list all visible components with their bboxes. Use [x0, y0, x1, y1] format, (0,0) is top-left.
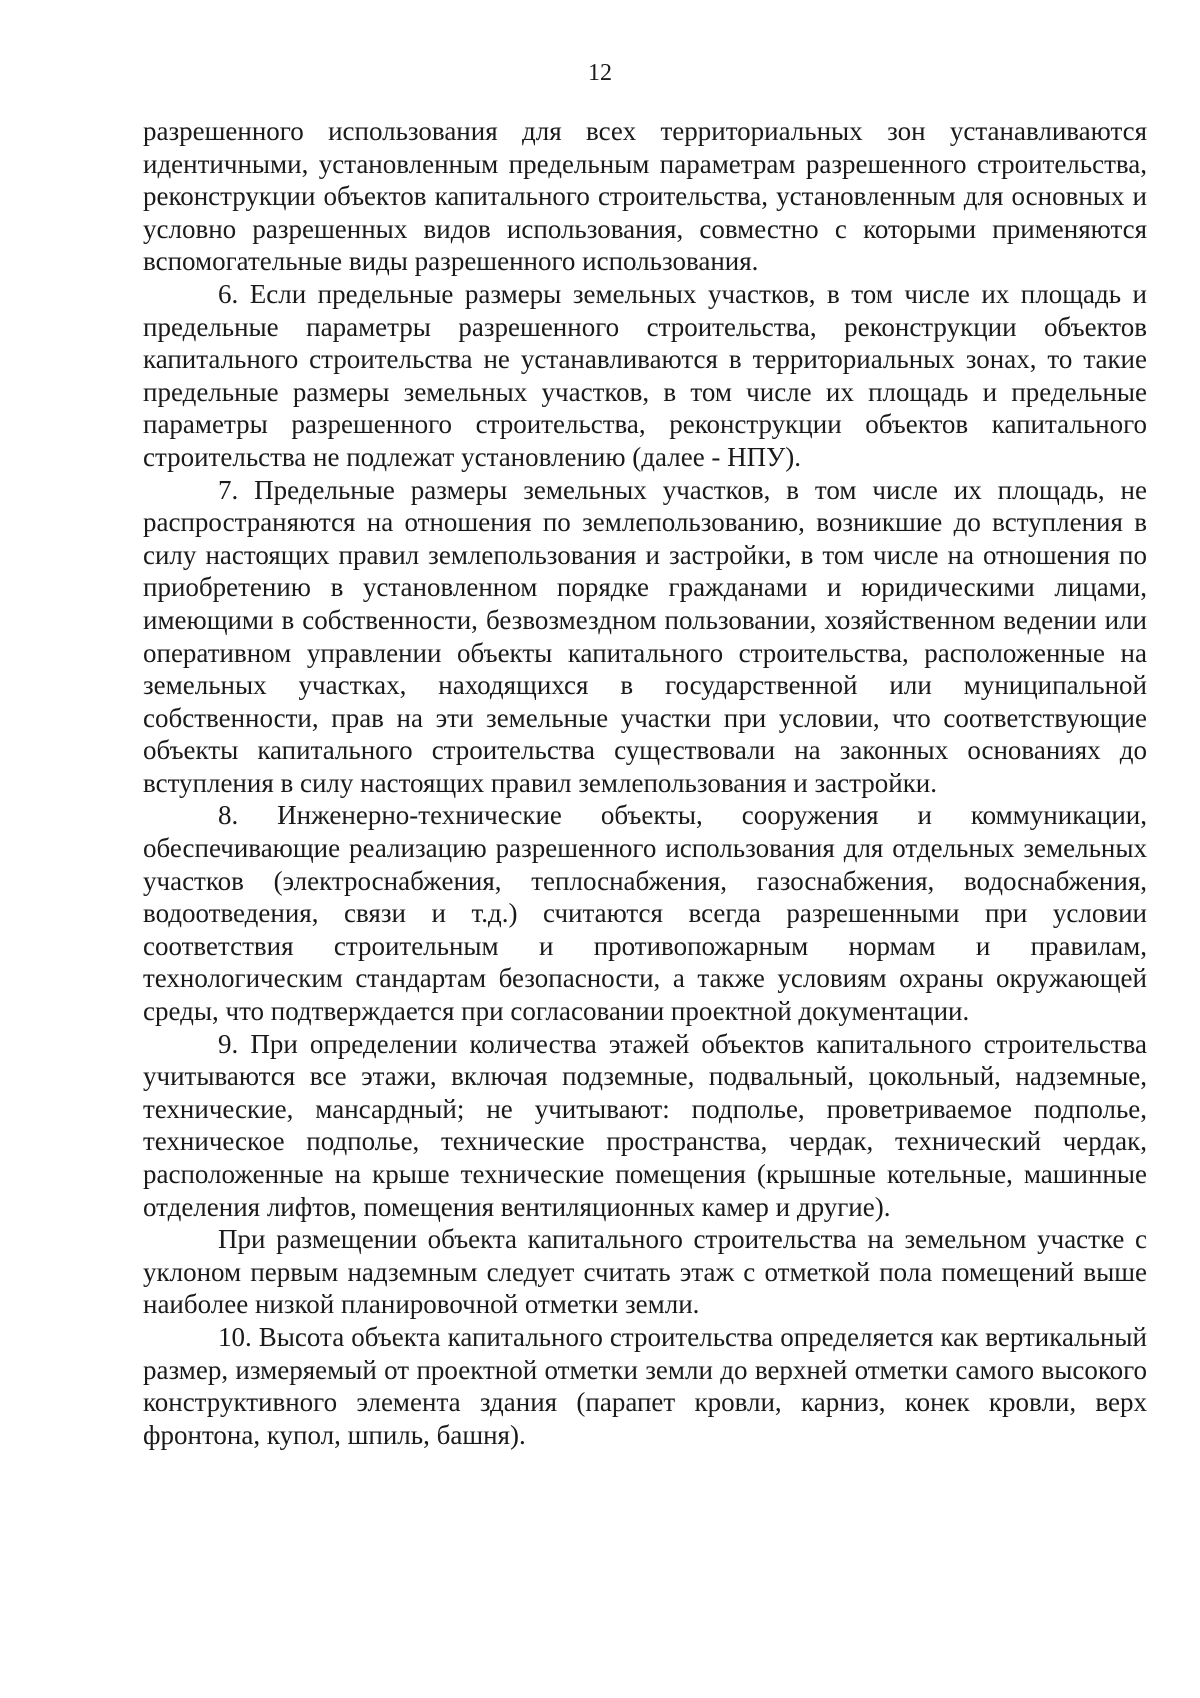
document-body	[143, 115, 1147, 1451]
paragraph-item-7: 7. Предельные размеры земельных участков, в том числе их площадь, не распространяются на отношения по землепользованию, возникшие до вступления в силу настоящих правил землепользования и застройки, в том числе на отношения по приобретению в установленном порядке гражданами и юридическими лицами, имеющими в собственности, безвозмездном пользовании, хозяйственном ведении или оперативном управлении объекты капитального строительства, расположенные на земельных участках, находящихся в государственной или муниципальной собственности, прав на эти земельные участки при условии, что соответствующие объекты капитального строительства существовали на законных основаниях до вступления в силу настоящих правил землепользования и застройки.	[143, 474, 1147, 798]
page-number: 12	[588, 60, 612, 86]
paragraph-item-9: 9. При определении количества этажей объектов капитального строительства учитываются все этажи, включая подземные, подвальный, цокольный, надземные, технические, мансардный; не учитывают: подполье, проветриваемое подполье, техническое подполье, технические пространства, чердак, технический чердак, расположенные на крыше технические помещения (крышные котельные, машинные отделения лифтов, помещения вентиляционных камер и другие).	[143, 1028, 1147, 1222]
paragraph-continuation: разрешенного использования для всех территориальных зон устанавливаются идентичными, установленным предельным параметрам разрешенного строительства, реконструкции объектов капитального строительства, установленным для основных и условно разрешенных видов использования, совместно с которыми применяются вспомогательные виды разрешенного использования.	[143, 116, 1147, 277]
paragraph-item-6: 6. Если предельные размеры земельных участков, в том числе их площадь и предельные параметры разрешенного строительства, реконструкции объектов капитального строительства не устанавливаются в территориальных зонах, то такие предельные размеры земельных участков, в том числе их площадь и предельные параметры разрешенного строительства, реконструкции объектов капитального строительства не подлежат установлению (далее - НПУ).	[143, 278, 1147, 472]
paragraph-item-10: 10. Высота объекта капитального строительства определяется как вертикальный размер, измеряемый от проектной отметки земли до верхней отметки самого высокого конструктивного элемента здания (парапет кровли, карниз, конек кровли, верх фронтона, купол, шпиль, башня).	[143, 1321, 1147, 1450]
paragraph-slope-note: При размещении объекта капитального строительства на земельном участке с уклоном первым надземным следует считать этаж с отметкой пола помещений выше наиболее низкой планировочной отметки земли.	[143, 1224, 1147, 1320]
paragraph-item-8: 8. Инженерно-технические объекты, сооружения и коммуникации, обеспечивающие реализацию разрешенного использования для отдельных земельных участков (электроснабжения, теплоснабжения, газоснабжения, водоснабжения, водоотведения, связи и т.д.) считаются всегда разрешенными при условии соответствия строительным и противопожарным нормам и правилам, технологическим стандартам безопасности, а также условиям охраны окружающей среды, что подтверждается при согласовании проектной документации.	[143, 800, 1147, 1027]
